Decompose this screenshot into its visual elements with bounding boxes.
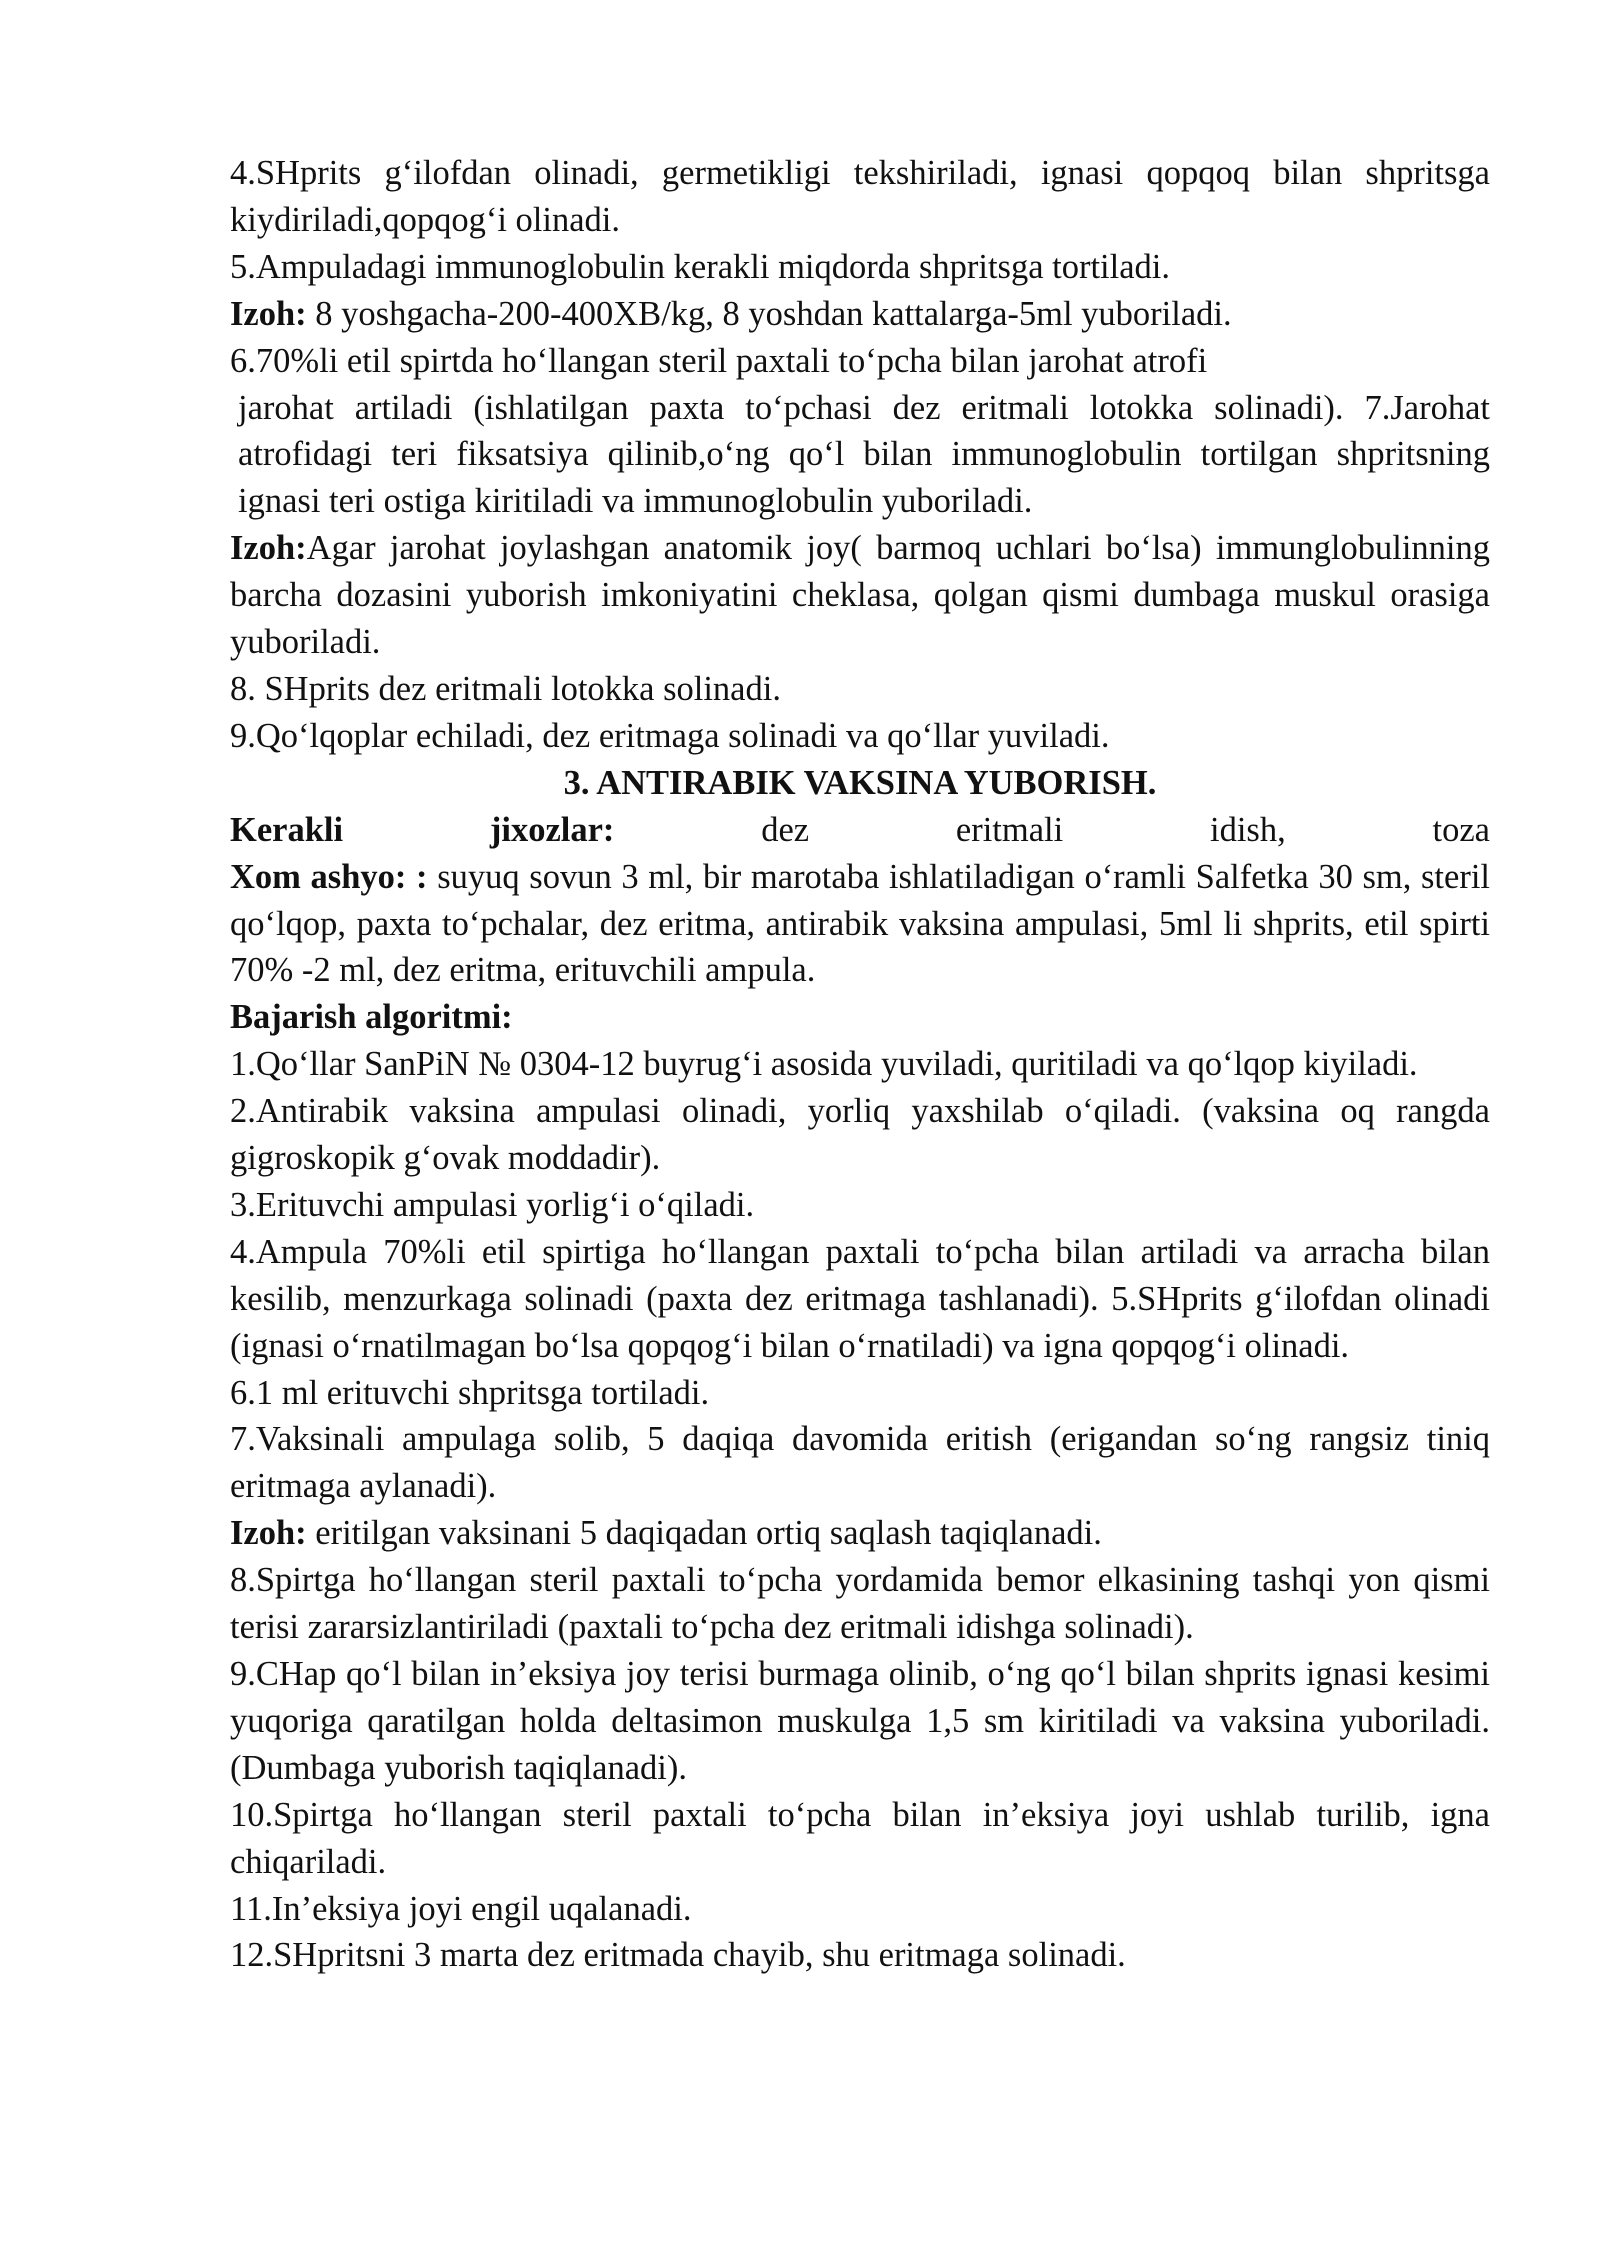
izoh-label: Izoh:: [230, 294, 307, 333]
izoh-label: Izoh:: [230, 529, 307, 568]
step-9: 9.Qo‘lqoplar echiladi, dez eritmaga solinadi va qo‘llar yuviladi.: [230, 716, 1110, 755]
izoh-note-dosage: [230, 291, 1490, 338]
algo-step-12: 12.SHpritsni 3 marta dez eritmada chayib, shu eritmaga solinadi.: [230, 1936, 1126, 1975]
section-heading: 3. ANTIRABIK VAKSINA YUBORISH.: [563, 763, 1157, 802]
xom-ashyo-paragraph: [230, 854, 1490, 995]
izoh-text: 8 yoshgacha-200-400XB/kg, 8 yoshdan kattalarga-5ml yuboriladi.: [306, 294, 1232, 333]
kerakli-label: Kerakli jixozlar:: [230, 810, 615, 849]
algo-step-2: 2.Antirabik vaksina ampulasi olinadi, yorliq yaxshilab o‘qiladi. (vaksina oq rangda gigroskopik g‘ovak moddadir).: [230, 1092, 1490, 1178]
kerakli-text: dez eritmali idish, toza: [614, 810, 1490, 849]
izoh-text: eritilgan vaksinani 5 daqiqadan ortiq saqlash taqiqlanadi.: [306, 1514, 1102, 1553]
step-6-7-paragraph: jarohat artiladi (ishlatilgan paxta to‘pchasi dez eritmali lotokka solinadi). 7.Jarohat atrofidagi teri fiksatsiya qilinib,o‘ng qo‘l bilan immunoglobulin tortilgan shpritsning ignasi teri ostiga kiritiladi va immunoglobulin yuboriladi.: [238, 388, 1490, 521]
algo-step-4-5: 4.Ampula 70%li etil spirtiga ho‘llangan paxtali to‘pcha bilan artiladi va arracha bilan kesilib, menzurkaga solinadi (paxta dez eritmaga tashlanadi). 5.SHprits g‘ilofdan olinadi (ignasi o‘rnatilmagan bo‘lsa qopqog‘i bilan o‘rnatiladi) va igna qopqog‘i olinadi.: [230, 1232, 1490, 1365]
algo-step-1: 1.Qo‘llar SanPiN № 0304-12 buyrug‘i asosida yuviladi, quritiladi va qo‘lqop kiyiladi.: [230, 1045, 1418, 1084]
document-page: [230, 150, 1490, 1979]
izoh-text: Agar jarohat joylashgan anatomik joy( barmoq uchlari bo‘lsa) immunglobulinning barcha dozasini yuborish imkoniyatini cheklasa, qolgan qismi dumbaga muskul orasiga yuboriladi.: [230, 529, 1490, 662]
xom-ashyo-text: suyuq sovun 3 ml, bir marotaba ishlatiladigan o‘ramli Salfetka 30 sm, steril qo‘lqop, paxta to‘pchalar, dez eritma, antirabik vaksina ampulasi, 5ml li shprits, etil spirti 70% -2 ml, dez eritma, erituvchili ampula.: [230, 857, 1490, 990]
step-6-line: 6.70%li etil spirtda ho‘llangan steril paxtali to‘pcha bilan jarohat atrofi: [230, 341, 1208, 380]
algo-step-10: 10.Spirtga ho‘llangan steril paxtali to‘pcha bilan in’eksiya joyi ushlab turilib, igna chiqariladi.: [230, 1795, 1490, 1881]
algo-step-8: 8.Spirtga ho‘llangan steril paxtali to‘pcha yordamida bemor elkasining tashqi yon qismi terisi zararsizlantiriladi (paxtali to‘pcha dez eritmali idishga solinadi).: [230, 1561, 1490, 1647]
step-4-shprits: 4.SHprits g‘ilofdan olinadi, germetikligi tekshiriladi, ignasi qopqoq bilan shpritsga kiydiriladi,qopqog‘i olinadi.: [230, 154, 1490, 239]
izoh-note-vaccine: [230, 1510, 1490, 1557]
step-5-ampula: 5.Ampuladagi immunoglobulin kerakli miqdorda shpritsga tortiladi.: [230, 247, 1170, 286]
xom-ashyo-label: Xom ashyo: :: [230, 857, 428, 896]
step-8: 8. SHprits dez eritmali lotokka solinadi.: [230, 669, 781, 708]
kerakli-jixozlar-line: [230, 807, 1490, 854]
algorithm-heading: Bajarish algoritmi:: [230, 998, 513, 1037]
algo-step-11: 11.In’eksiya joyi engil uqalanadi.: [230, 1889, 692, 1928]
izoh-note-anatomic: [230, 525, 1490, 666]
algo-step-6: 6.1 ml erituvchi shpritsga tortiladi.: [230, 1373, 710, 1412]
izoh-label: Izoh:: [230, 1514, 307, 1553]
algo-step-9: 9.CHap qo‘l bilan in’eksiya joy terisi burmaga olinib, o‘ng qo‘l bilan shprits ignasi kesimi yuqoriga qaratilgan holda deltasimon muskulga 1,5 sm kiritiladi va vaksina yuboriladi.(Dumbaga yuborish taqiqlanadi).: [230, 1655, 1490, 1787]
algo-step-7: 7.Vaksinali ampulaga solib, 5 daqiqa davomida eritish (erigandan so‘ng rangsiz tiniq eritmaga aylanadi).: [230, 1420, 1490, 1506]
algo-step-3: 3.Erituvchi ampulasi yorlig‘i o‘qiladi.: [230, 1185, 755, 1224]
